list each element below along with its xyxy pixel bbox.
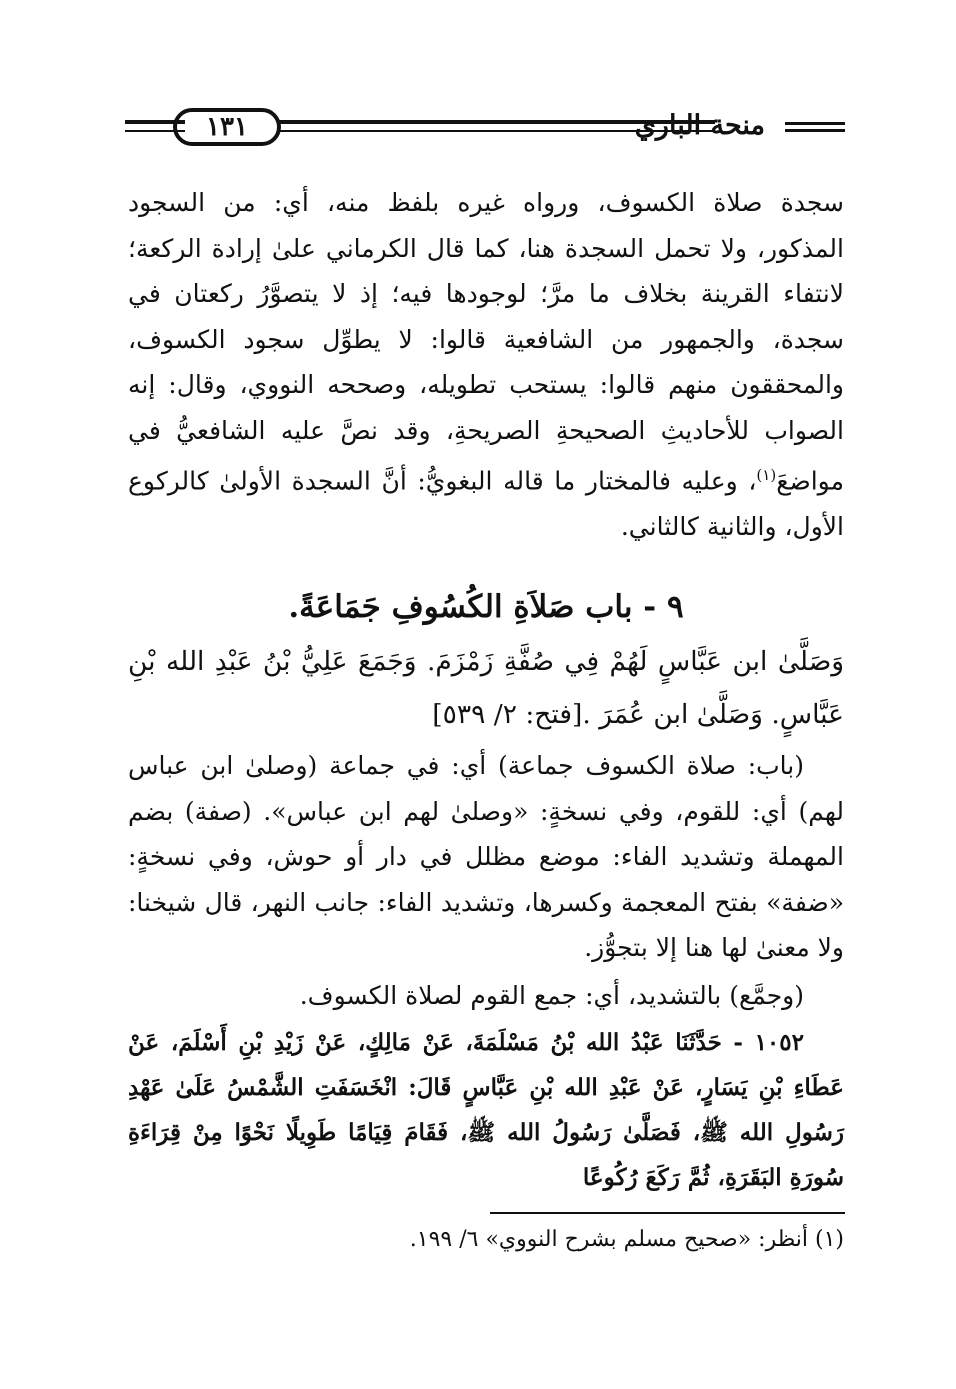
header-ornament-right	[785, 122, 845, 132]
page-number: ١٣١	[173, 108, 281, 146]
footnote: (١) أنظر: «صحيح مسلم بشرح النووي» ٦/ ١٩٩.	[409, 1227, 844, 1252]
footnote-separator	[490, 1212, 845, 1214]
footnote-marker: (١)	[756, 466, 777, 484]
hadith-text: ١٠٥٢ - حَدَّثَنَا عَبْدُ الله بْنُ مَسْلَمَةَ، عَنْ مَالِكٍ، عَنْ زَيْدِ بْنِ أَسْلَمَ، عَنْ عَطَاءِ بْنِ يَسَارٍ، عَنْ عَبْدِ الله بْنِ عَبَّاسٍ قَالَ: انْخَسَفَتِ الشَّمْسُ عَلَىٰ عَهْدِ رَسُولِ الله ﷺ، فَصَلَّىٰ رَسُولُ الله ﷺ، فَقَامَ قِيَامًا طَوِيلًا نَحْوًا مِنْ قِرَاءَةِ سُورَةِ البَقَرَةِ، ثُمَّ رَكَعَ رُكُوعًا	[128, 1029, 844, 1192]
commentary-paragraph: (باب: صلاة الكسوف جماعة) أي: في جماعة (وصلىٰ ابن عباس لهم) أي: للقوم، وفي نسخةٍ: «وصلىٰ لهم ابن عباس». (صفة) بضم المهملة وتشديد الفاء: موضع مظلل في دار أو حوش، وفي نسخةٍ: «ضفة» بفتح المعجمة وكسرها، وتشديد الفاء: جانب النهر، قال شيخنا: ولا معنىٰ لها هنا إلا بتجوُّز.	[128, 751, 844, 963]
chapter-intro: وَصَلَّىٰ ابن عَبَّاسٍ لَهُمْ فِي صُفَّةِ زَمْزَمَ. وَجَمَعَ عَلِيُّ بْنُ عَبْدِ الله بْنِ عَبَّاسٍ. وَصَلَّىٰ ابن عُمَرَ .[فتح: ٢/ ٥٣٩]	[128, 646, 844, 731]
header-rule	[275, 120, 715, 132]
main-text	[128, 180, 844, 1200]
paragraph-text-end: ، وعليه فالمختار ما قاله البغويُّ: أنَّ السجدة الأولىٰ كالركوع الأول، والثانية كالثاني.	[128, 466, 844, 541]
chapter-heading: ٩ - باب صَلاَةِ الكُسُوفِ جَمَاعَةً.	[288, 589, 684, 626]
header-rule-left	[125, 120, 185, 132]
running-header	[125, 108, 845, 152]
book-title: منحة الباري	[634, 110, 765, 141]
commentary-paragraph: (وجمَّع) بالتشديد، أي: جمع القوم لصلاة الكسوف.	[299, 980, 804, 1010]
body-paragraph	[128, 180, 844, 549]
paragraph-text: سجدة صلاة الكسوف، ورواه غيره بلفظ منه، أي: من السجود المذكور، ولا تحمل السجدة هنا، كما قال الكرماني علىٰ إرادة الركعة؛ لانتفاء القرينة بخلاف ما مرَّ؛ لوجودها فيه؛ إذ لا يتصوَّرُ ركعتان في سجدة، والجمهور من الشافعية قالوا: لا يطوِّل سجود الكسوف، والمحققون منهم قالوا: يستحب تطويله، وصححه النووي، وقال: إنه الصواب للأحاديثِ الصحيحةِ الصريحةِ، وقد نصَّ عليه الشافعيُّ في مواضعَ	[128, 188, 844, 496]
